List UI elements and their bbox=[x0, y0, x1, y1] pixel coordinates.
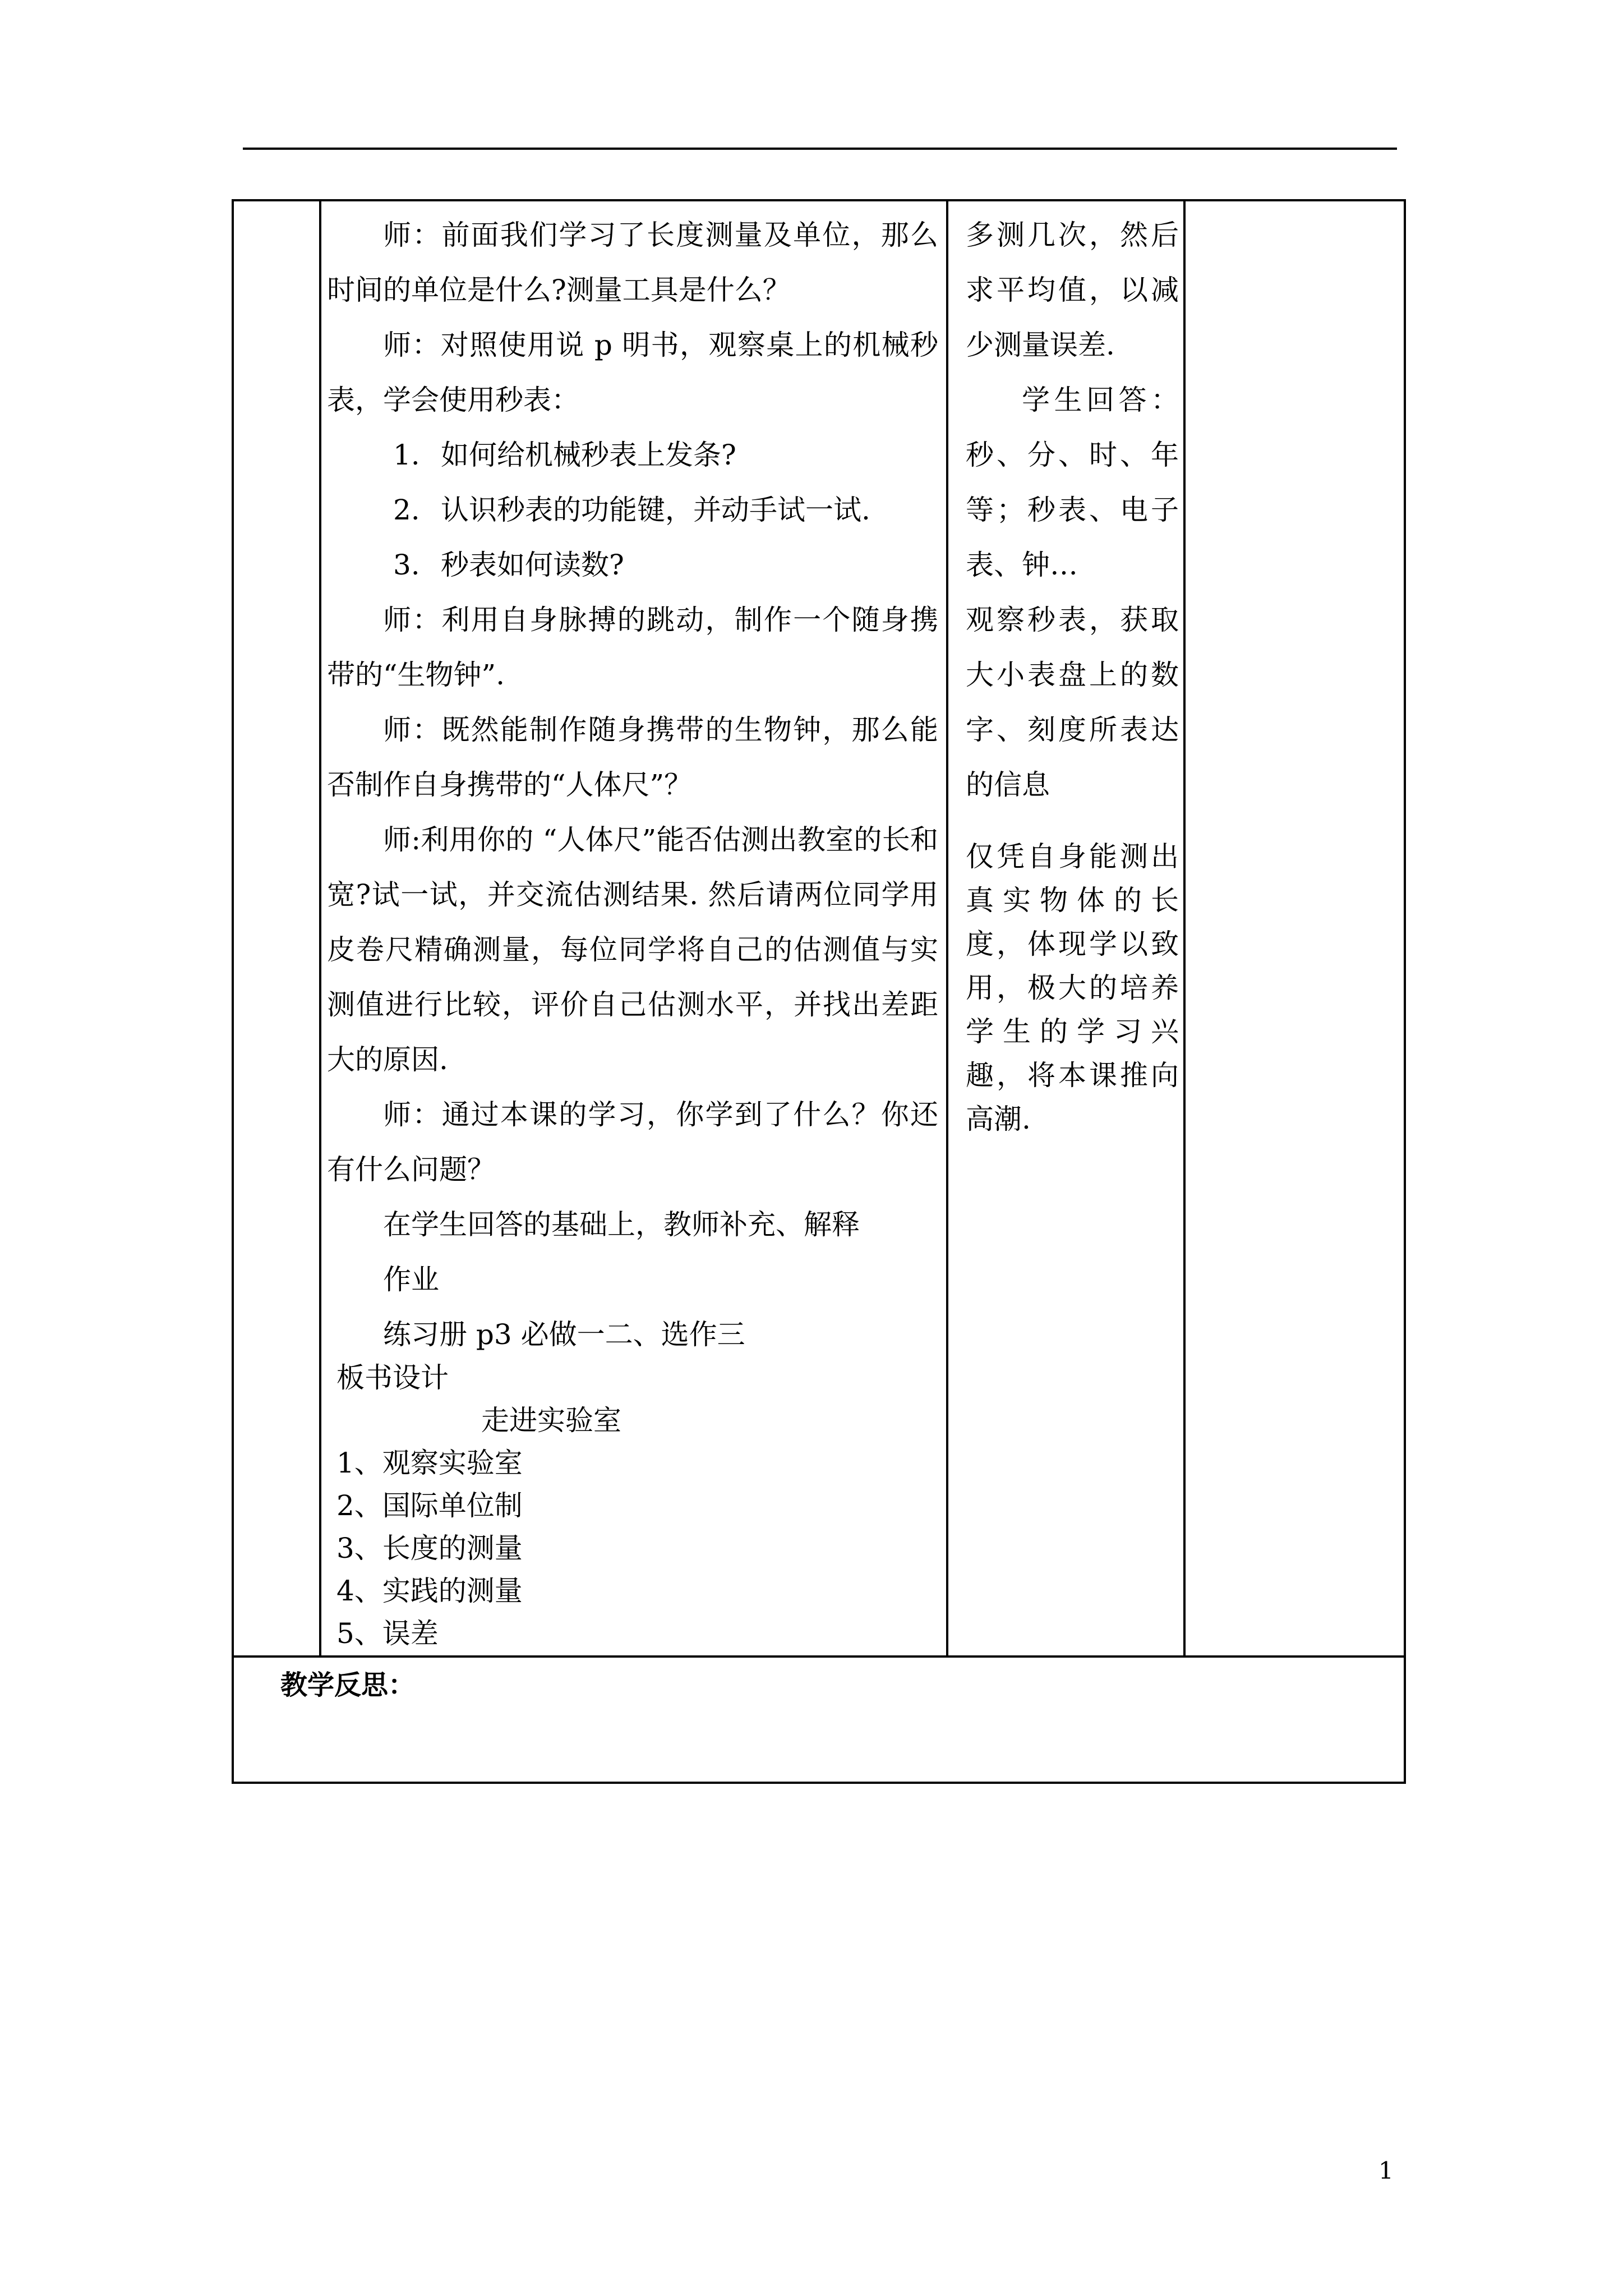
table-top-border bbox=[232, 199, 1406, 201]
spacer bbox=[966, 812, 1179, 835]
paragraph: 师：利用自身脉搏的跳动，制作一个随身携带的“生物钟”. bbox=[327, 604, 938, 691]
header-rule bbox=[243, 148, 1397, 150]
col-divider-2 bbox=[946, 199, 948, 1657]
homework-text: 练习册 p3 必做一二、选作三 bbox=[383, 1318, 745, 1351]
col-divider-1 bbox=[319, 199, 321, 1657]
col-divider-3 bbox=[1183, 199, 1186, 1657]
note-paragraph: 学生回答：秒、分、时、年等；秒表、电子表、钟… bbox=[966, 384, 1179, 581]
list-text: 秒表如何读数? bbox=[441, 549, 624, 581]
paragraph: 师：对照使用说 p 明书，观察桌上的机械秒表，学会使用秒表： bbox=[327, 329, 938, 416]
note-paragraph: 多测几次，然后求平均值，以减少测量误差. bbox=[966, 219, 1179, 361]
table-left-border bbox=[232, 199, 234, 1784]
board-item: 1、观察实验室 bbox=[336, 1447, 523, 1479]
board-item: 2、国际单位制 bbox=[336, 1489, 523, 1522]
table-right-border bbox=[1404, 199, 1406, 1784]
list-number: 3. bbox=[393, 549, 420, 581]
paragraph: 师：通过本课的学习，你学到了什么？你还有什么问题？ bbox=[327, 1098, 938, 1186]
list-text: 认识秒表的功能键，并动手试一试. bbox=[441, 494, 870, 526]
list-item bbox=[327, 482, 938, 537]
teaching-reflection-label: 教学反思： bbox=[280, 1669, 416, 1701]
student-activity-column bbox=[966, 208, 1179, 1141]
table-bottom-border bbox=[232, 1782, 1406, 1784]
paragraph: 师：既然能制作随身携带的生物钟，那么能否制作自身携带的“人体尺”？ bbox=[327, 714, 938, 801]
board-heading: 板书设计 bbox=[336, 1361, 449, 1394]
list-item bbox=[327, 537, 938, 592]
list-item bbox=[327, 427, 938, 482]
page-number: 1 bbox=[1378, 2157, 1394, 2184]
list-number: 1. bbox=[393, 439, 420, 471]
note-paragraph: 观察秒表，获取大小表盘上的数字、刻度所表达的信息 bbox=[966, 604, 1179, 801]
homework-heading: 作业 bbox=[383, 1263, 439, 1296]
row-divider bbox=[232, 1655, 1406, 1658]
list-number: 2. bbox=[393, 494, 420, 526]
paragraph: 师：前面我们学习了长度测量及单位，那么时间的单位是什么?测量工具是什么？ bbox=[327, 219, 938, 306]
board-item: 3、长度的测量 bbox=[336, 1532, 523, 1565]
board-title: 走进实验室 bbox=[481, 1404, 621, 1437]
paragraph: 在学生回答的基础上，教师补充、解释 bbox=[383, 1208, 860, 1241]
list-text: 如何给机械秒表上发条? bbox=[441, 439, 736, 471]
paragraph: 师:利用你的 “人体尺”能否估测出教室的长和宽?试一试，并交流估测结果. 然后请两位同学用皮卷尺精确测量，每位同学将自己的估测值与实测值进行比较，评价自己估测水平，并找出差距大的原因. bbox=[327, 823, 938, 1076]
board-item: 5、误差 bbox=[336, 1617, 439, 1650]
teaching-process-column bbox=[327, 208, 938, 1362]
note-paragraph: 仅凭自身能测出真实物体的长度，体现学以致用，极大的培养学生的学习兴趣，将本课推向高潮. bbox=[966, 840, 1179, 1135]
board-item: 4、实践的测量 bbox=[336, 1575, 523, 1607]
board-design bbox=[336, 1356, 925, 1655]
